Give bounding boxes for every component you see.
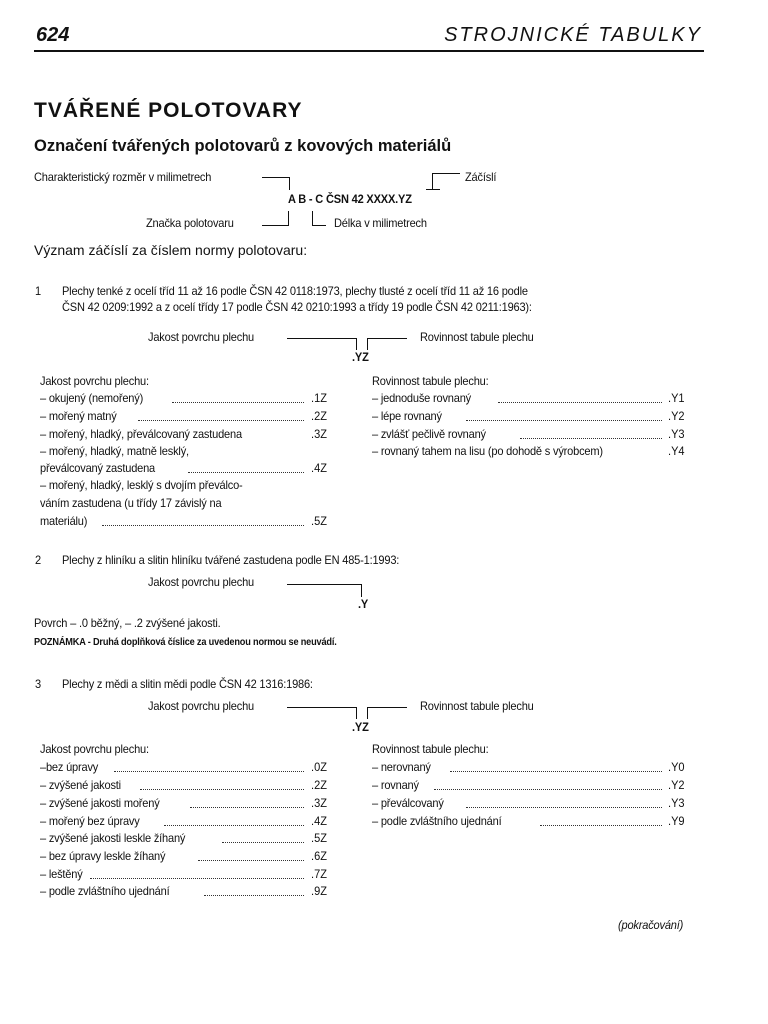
list-item: materiálu) (40, 514, 88, 528)
section-text: ČSN 42 0209:1992 a z ocelí třídy 17 podle ČSN 42 0210:1993 a třídy 19 podle ČSN 42 0211:1963): (62, 300, 532, 314)
list-item: – rovnaný tahem na lisu (po dohodě s výrobcem) (372, 444, 603, 458)
connector-line (367, 707, 368, 719)
page-title: TVÁŘENÉ POLOTOVARY (34, 99, 303, 122)
dot-leader (222, 842, 304, 843)
connector-line (356, 338, 357, 350)
list-value: .4Z (311, 814, 327, 828)
list-item: – nerovnaný (372, 760, 431, 774)
list-item: – mořený, hladký, převálcovaný zastudena (40, 427, 242, 441)
page-subtitle: Označení tvářených polotovarů z kovových materiálů (34, 137, 452, 155)
list-item: – zvýšené jakosti (40, 778, 121, 792)
list-value: .Y4 (668, 444, 685, 458)
remark: POZNÁMKA - Druhá doplňková číslice za uvedenou normou se neuvádí. (34, 637, 337, 648)
surface-note: Povrch – .0 běžný, – .2 zvýšené jakosti. (34, 616, 221, 630)
list-value: .6Z (311, 849, 327, 863)
list-item: – podle zvláštního ujednání (40, 884, 170, 898)
connector-line (262, 177, 290, 178)
list-item: – leštěný (40, 867, 83, 881)
list-item: – rovnaný (372, 778, 419, 792)
dot-leader (102, 525, 304, 526)
left-list-heading: Jakost povrchu plechu: (40, 742, 149, 756)
list-item: – zvýšené jakosti mořený (40, 796, 160, 810)
connector-line (367, 338, 368, 350)
list-item: – okujený (nemořený) (40, 391, 144, 405)
list-value: .2Z (311, 409, 327, 423)
list-value: .Y2 (668, 778, 685, 792)
dot-leader (188, 472, 304, 473)
connector-line (432, 173, 433, 190)
suffix-label: Záčíslí (465, 170, 497, 184)
dot-leader (140, 789, 304, 790)
right-list-heading: Rovinnost tabule plechu: (372, 374, 489, 388)
list-item: – převálcovaný (372, 796, 444, 810)
connector-line (426, 189, 440, 190)
section-text: Plechy z hliníku a slitin hliníku tvářené zastudena podle EN 485-1:1993: (62, 553, 400, 567)
dot-leader (498, 402, 662, 403)
dot-leader (434, 789, 662, 790)
length-label: Délka v milimetrech (334, 216, 427, 230)
connector-line (262, 225, 289, 226)
list-value: .7Z (311, 867, 327, 881)
continued-note: (pokračování) (618, 918, 684, 932)
connector-line (312, 225, 326, 226)
list-value: .2Z (311, 778, 327, 792)
connector-line (356, 707, 357, 719)
list-item: – mořený bez úpravy (40, 814, 140, 828)
list-item: váním zastudena (u třídy 17 závislý na (40, 496, 222, 510)
dot-leader (172, 402, 304, 403)
diag-left-label: Jakost povrchu plechu (148, 575, 254, 589)
dot-leader (450, 771, 662, 772)
dot-leader (466, 807, 662, 808)
list-item: – jednoduše rovnaný (372, 391, 472, 405)
diag-left-label: Jakost povrchu plechu (148, 699, 254, 713)
section-text: Plechy z mědi a slitin mědi podle ČSN 42 1316:1986: (62, 677, 313, 691)
list-item: převálcovaný zastudena (40, 461, 156, 475)
list-value: .Y2 (668, 409, 685, 423)
list-value: .9Z (311, 884, 327, 898)
connector-line (289, 177, 290, 190)
connector-line (432, 173, 460, 174)
list-item: – zvýšené jakosti leskle žíhaný (40, 831, 186, 845)
list-value: .Y3 (668, 427, 685, 441)
page-number: 624 (36, 24, 70, 46)
list-value: .Y0 (668, 760, 685, 774)
dot-leader (164, 825, 304, 826)
list-value: .5Z (311, 514, 327, 528)
list-value: .5Z (311, 831, 327, 845)
diag-right-label: Rovinnost tabule plechu (420, 330, 534, 344)
diag-code: .Y (358, 597, 369, 611)
dot-leader (190, 807, 304, 808)
dot-leader (198, 860, 304, 861)
list-value: .3Z (311, 427, 327, 441)
meaning-heading: Význam záčíslí za číslem normy polotovaru: (34, 242, 308, 258)
list-value: .Y1 (668, 391, 685, 405)
list-value: .1Z (311, 391, 327, 405)
connector-line (287, 707, 357, 708)
connector-line (287, 338, 357, 339)
connector-line (287, 584, 362, 585)
dot-leader (204, 895, 304, 896)
list-value: .4Z (311, 461, 327, 475)
header-rule (34, 50, 704, 52)
list-item: –bez úpravy (40, 760, 99, 774)
list-item: – zvlášť pečlivě rovnaný (372, 427, 486, 441)
list-item: – podle zvláštního ujednání (372, 814, 502, 828)
dot-leader (138, 420, 304, 421)
left-list-heading: Jakost povrchu plechu: (40, 374, 149, 388)
mark-label: Značka polotovaru (146, 216, 234, 230)
running-title: STROJNICKÉ TABULKY (444, 24, 702, 46)
list-item: – mořený, hladký, matně lesklý, (40, 444, 189, 458)
section-number: 3 (35, 677, 41, 691)
dot-leader (90, 878, 304, 879)
connector-line (367, 338, 407, 339)
connector-line (367, 707, 407, 708)
list-value: .Y3 (668, 796, 685, 810)
dot-leader (466, 420, 662, 421)
list-value: .3Z (311, 796, 327, 810)
connector-line (312, 211, 313, 226)
dot-leader (540, 825, 662, 826)
list-item: – mořený matný (40, 409, 117, 423)
dot-leader (114, 771, 304, 772)
designation-code: A B - C ČSN 42 XXXX.YZ (288, 192, 412, 206)
connector-line (361, 584, 362, 597)
list-item: – lépe rovnaný (372, 409, 442, 423)
list-value: .Y9 (668, 814, 685, 828)
section-text: Plechy tenké z ocelí tříd 11 až 16 podle ČSN 42 0118:1973, plechy tlusté z ocelí tříd 11 až 16 podle (62, 284, 528, 298)
diag-code: .YZ (352, 350, 369, 364)
list-item: – mořený, hladký, lesklý s dvojím převálco- (40, 478, 243, 492)
list-item: – bez úpravy leskle žíhaný (40, 849, 166, 863)
section-number: 2 (35, 553, 41, 567)
list-value: .0Z (311, 760, 327, 774)
diag-right-label: Rovinnost tabule plechu (420, 699, 534, 713)
right-list-heading: Rovinnost tabule plechu: (372, 742, 489, 756)
diag-left-label: Jakost povrchu plechu (148, 330, 254, 344)
section-number: 1 (35, 284, 41, 298)
char-dim-label: Charakteristický rozměr v milimetrech (34, 170, 212, 184)
connector-line (288, 211, 289, 226)
diag-code: .YZ (352, 720, 369, 734)
dot-leader (520, 438, 662, 439)
